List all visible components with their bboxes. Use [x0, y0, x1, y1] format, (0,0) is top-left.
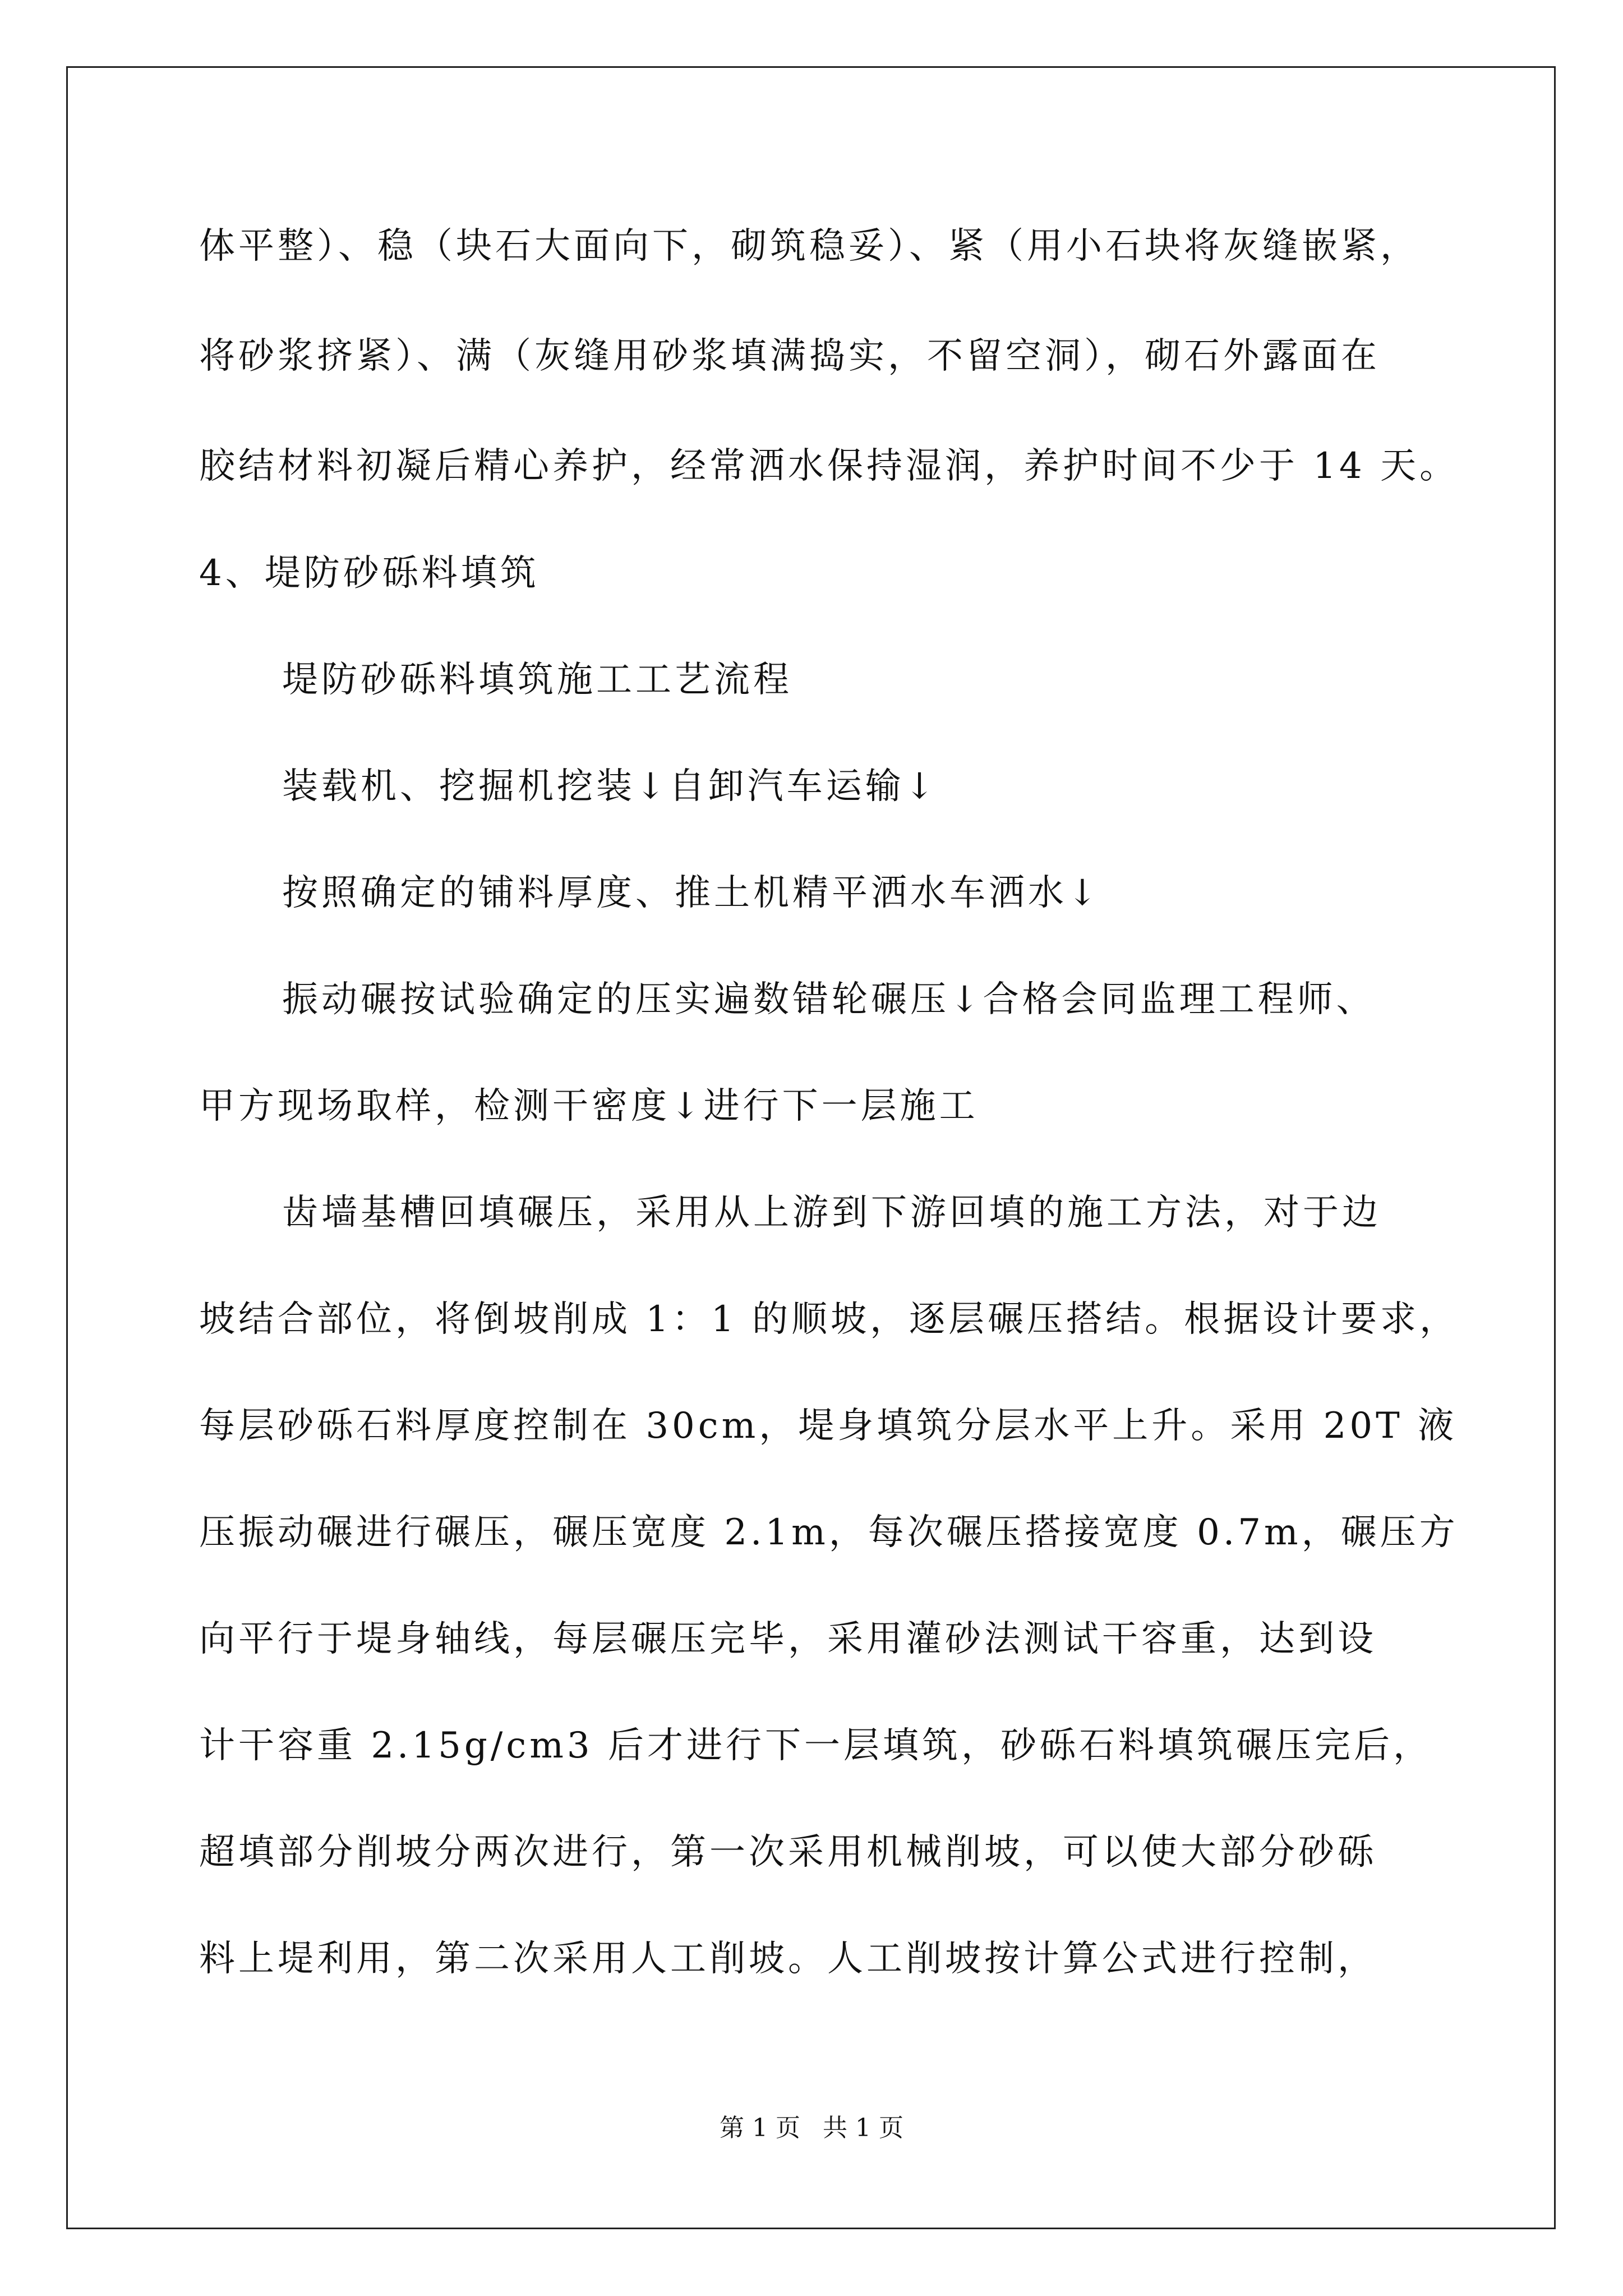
- text-line: 胶结材料初凝后精心养护，经常洒水保持湿润，养护时间不少于 14 天。: [199, 445, 1459, 487]
- page-footer: [0, 2113, 1623, 2144]
- page-number: 第 1 页: [720, 2114, 800, 2142]
- page-total: 共 1 页: [823, 2114, 903, 2142]
- process-step: 振动碾按试验确定的压实遍数错轮碾压↓合格会同监理工程师、: [282, 979, 1376, 1020]
- text-line: 向平行于堤身轴线，每层碾压完毕，采用灌砂法测试干容重，达到设: [199, 1618, 1377, 1660]
- text-line: 压振动碾进行碾压，碾压宽度 2.1m，每次碾压搭接宽度 0.7m，碾压方: [199, 1512, 1459, 1553]
- section-heading: 4、堤防砂砾料填筑: [199, 553, 540, 594]
- process-step: 甲方现场取样，检测干密度↓进行下一层施工: [199, 1085, 979, 1127]
- text-line: 齿墙基槽回填碾压，采用从上游到下游回填的施工方法，对于边: [282, 1192, 1381, 1234]
- text-line: 料上堤利用，第二次采用人工削坡。人工削坡按计算公式进行控制，: [199, 1938, 1377, 1980]
- page-border: [66, 66, 1556, 2229]
- text-line: 将砂浆挤紧）、满（灰缝用砂浆填满捣实，不留空洞），砌石外露面在: [199, 335, 1380, 377]
- subheading: 堤防砂砾料填筑施工工艺流程: [282, 659, 792, 701]
- text-line: 每层砂砾石料厚度控制在 30cm，堤身填筑分层水平上升。采用 20T 液: [199, 1405, 1458, 1447]
- process-step: 按照确定的铺料厚度、推土机精平洒水车洒水↓: [282, 872, 1101, 914]
- text-line: 计干容重 2.15g/cm3 后才进行下一层填筑，砂砾石料填筑碾压完后，: [199, 1725, 1432, 1766]
- text-line: 坡结合部位，将倒坡削成 1：1 的顺坡，逐层碾压搭结。根据设计要求，: [199, 1299, 1459, 1340]
- text-line: 超填部分削坡分两次进行，第一次采用机械削坡，可以使大部分砂砾: [199, 1832, 1377, 1873]
- text-line: 体平整）、稳（块石大面向下，砌筑稳妥）、紧（用小石块将灰缝嵌紧，: [199, 226, 1419, 267]
- process-step: 装载机、挖掘机挖装↓自卸汽车运输↓: [282, 766, 938, 807]
